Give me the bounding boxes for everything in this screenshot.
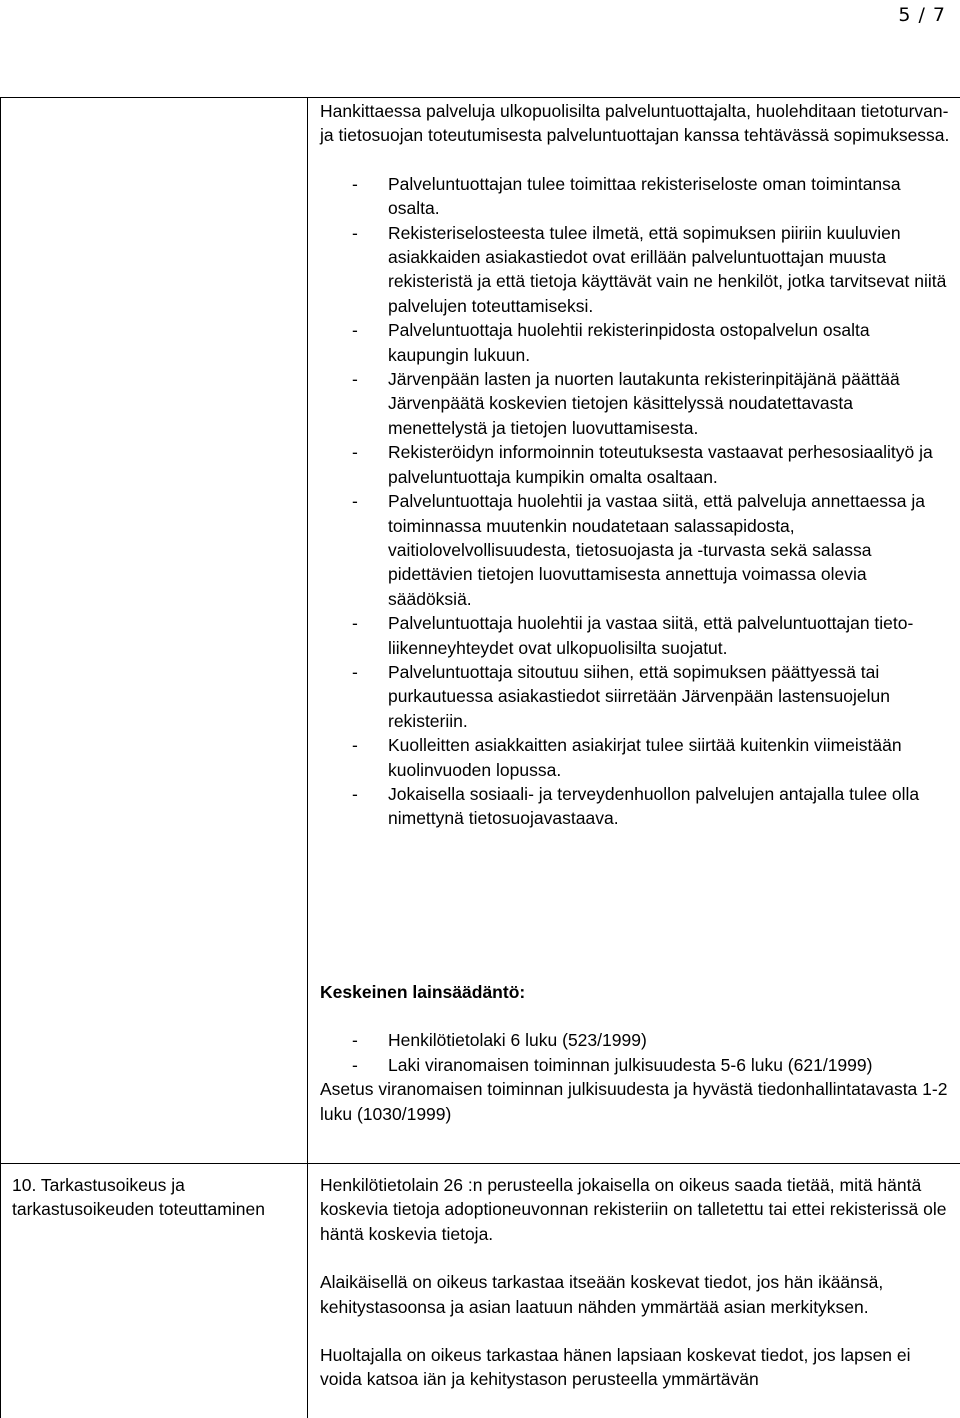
table-top-border xyxy=(0,97,960,98)
content-table xyxy=(0,70,960,1418)
list-item: - Rekisteröidyn informoinnin toteutuksesta vastaavat perhesosiaalityö ja palveluntuottaja kumpikin omalta osaltaan. xyxy=(320,440,950,489)
paragraph: Alaikäisellä on oikeus tarkastaa itseään koskevat tiedot, jos hän ikäänsä, kehitystasoonsa ja asian laatuun nähden ymmärtää asian merkityksen. xyxy=(320,1272,884,1317)
list-item: - Laki viranomaisen toiminnan julkisuudesta 5-6 luku (621/1999) xyxy=(320,1053,950,1077)
legislation-list xyxy=(320,1028,950,1077)
table-row-divider xyxy=(0,1163,307,1164)
table-left-border xyxy=(0,97,1,1418)
list-item: - Palveluntuottaja huolehtii ja vastaa siitä, että palveluntuottajan tieto-liikenneyhteydet ovat ulkopuolisilta suojatut. xyxy=(320,611,950,660)
paragraph: Huoltajalla on oikeus tarkastaa hänen lapsiaan koskevat tiedot, jos lapsen ei voida katsoa iän ja kehitystason perusteella ymmärtävän xyxy=(320,1345,911,1390)
legislation-extra: Asetus viranomaisen toiminnan julkisuudesta ja hyvästä tiedonhallintatavasta 1-2 luku (1030/1999) xyxy=(320,1079,948,1124)
section-10-title: 10. Tarkastusoikeus ja tarkastusoikeuden toteuttaminen xyxy=(12,1175,265,1220)
requirements-list xyxy=(320,172,950,831)
list-item: - Palveluntuottaja huolehtii rekisterinpidosta ostopalvelun osalta kaupungin lukuun. xyxy=(320,318,950,367)
intro-paragraph: Hankittaessa palveluja ulkopuolisilta palveluntuottajalta, huolehditaan tietoturvan- ja tietosuojan toteutumisesta palveluntuottajan kanssa tehtävässä sopimuksessa. xyxy=(320,101,950,146)
privacy-section xyxy=(320,99,950,831)
section-title xyxy=(12,1173,302,1222)
table-column-divider xyxy=(307,97,308,1418)
page-number: 5 / 7 xyxy=(898,4,946,26)
list-item: - Henkilötietolaki 6 luku (523/1999) xyxy=(320,1028,950,1052)
list-item: - Rekisteriselosteesta tulee ilmetä, että sopimuksen piiriin kuuluvien asiakkaiden asiakastiedot ovat erillään palveluntuottajan muusta rekisteristä ja että tietoja käyttävät vain ne henkilöt, jotka tarvitsevat niitä palvelujen toteuttamiseksi. xyxy=(320,221,950,319)
list-item: - Palveluntuottajan tulee toimittaa rekisteriseloste oman toimintansa osalta. xyxy=(320,172,950,221)
list-item: - Kuolleitten asiakkaitten asiakirjat tulee siirtää kuitenkin viimeistään kuolinvuoden lopussa. xyxy=(320,733,950,782)
list-item: - Palveluntuottaja sitoutuu siihen, että sopimuksen päättyessä tai purkautuessa asiakastiedot siirretään Järvenpään lastensuojelun rekisteriin. xyxy=(320,660,950,733)
paragraph: Henkilötietolain 26 :n perusteella jokaisella on oikeus saada tietää, mitä häntä koskevia tietoja adoptioneuvonnan rekisteriin on talletettu tai ettei rekisterissä ole häntä koskevia tietoja. xyxy=(320,1175,947,1244)
legislation-heading: Keskeinen lainsäädäntö: xyxy=(320,982,526,1002)
inspection-right-section xyxy=(320,1173,950,1392)
legislation-block xyxy=(320,980,950,1126)
list-item: - Jokaisella sosiaali- ja terveydenhuollon palvelujen antajalla tulee olla nimettynä tietosuojavastaava. xyxy=(320,782,950,831)
list-item: - Palveluntuottaja huolehtii ja vastaa siitä, että palveluja annettaessa ja toiminnassa muutenkin noudatetaan salassapidosta, vaitiolovelvollisuudesta, tietosuojasta ja -turvasta sekä salassa pidettävien tietojen luovuttamisesta annettuja voimassa olevia säädöksiä. xyxy=(320,489,950,611)
list-item: - Järvenpään lasten ja nuorten lautakunta rekisterinpitäjänä päättää Järvenpäätä koskevien tietojen käsittelyssä noudatettavasta menettelystä ja tietojen luovuttamisesta. xyxy=(320,367,950,440)
table-row-divider-right xyxy=(307,1163,960,1164)
